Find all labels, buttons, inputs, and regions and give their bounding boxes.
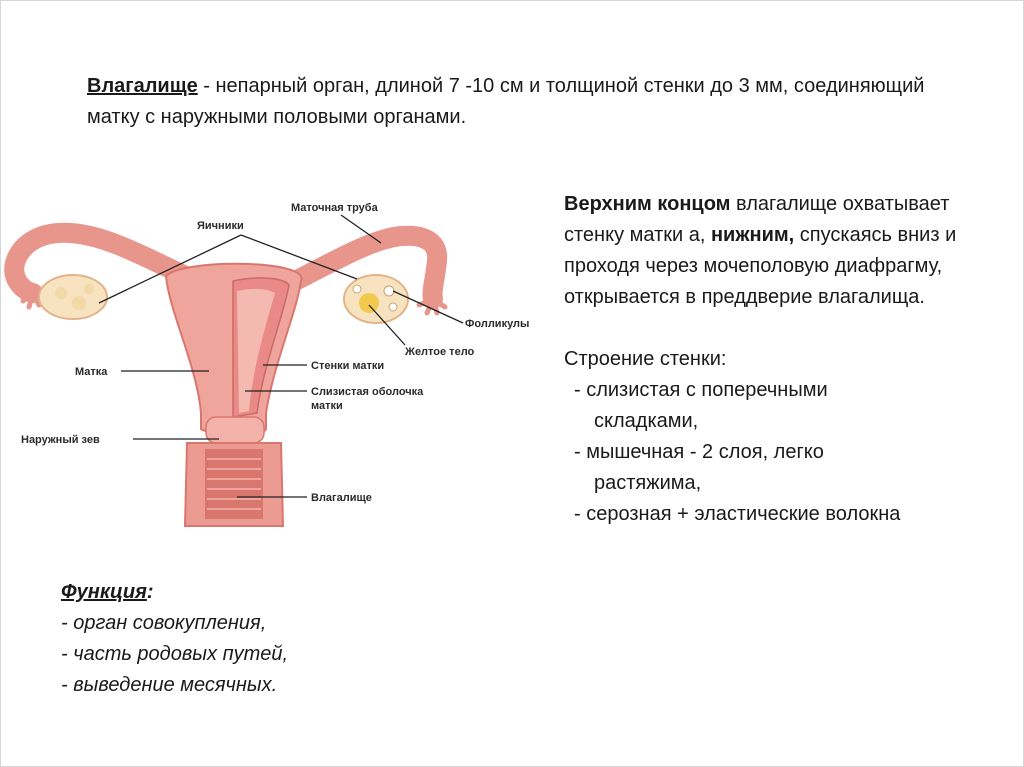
structure-item-cont: растяжима, (594, 472, 702, 494)
label-follicles: Фолликулы (465, 318, 530, 330)
label-corpus-luteum: Желтое тело (405, 346, 475, 358)
left-ovary-follicle (55, 287, 67, 299)
follicle (353, 285, 361, 293)
label-mucosa-line1: Слизистая оболочка (311, 386, 424, 398)
function-heading (61, 577, 481, 608)
function-item: - выведение месячных. (61, 674, 278, 696)
left-ovary-follicle (84, 284, 94, 294)
position-text-2: спускаясь вниз и проходя через мочеполовую диафрагму, открывается в преддверие влагалища. (564, 224, 957, 308)
label-external-os: Наружный зев (21, 434, 100, 446)
structure-item-cont: складками, (594, 410, 699, 432)
label-mucosa-line2: матки (311, 400, 343, 412)
structure-item-text: - слизистая с поперечными (574, 379, 828, 401)
label-uterus-walls: Стенки матки (311, 360, 385, 372)
spacer (564, 313, 1004, 344)
left-ovary-follicle (72, 296, 86, 310)
corpus-luteum (359, 293, 379, 313)
structure-item-text: - серозная + эластические волокна (574, 503, 901, 525)
intro-term: Влагалище (87, 75, 198, 97)
function-colon: : (146, 581, 154, 603)
anatomy-figure (1, 181, 561, 541)
left-fimbriae (19, 293, 39, 307)
label-ovaries: Яичники (197, 220, 244, 232)
intro-text: - непарный орган, длиной 7 -10 см и толщиной стенки до 3 мм, соединяющий матку с наружными половыми органами. (87, 75, 925, 128)
position-text-1: влагалище охватывает стенку матки а, (564, 193, 950, 246)
label-tube: Маточная труба (291, 202, 378, 214)
function-item: - орган совокупления, (61, 612, 267, 634)
lower-end-term: нижним, (710, 224, 795, 246)
left-ovary (39, 275, 107, 319)
upper-end-term: Верхним концом (564, 193, 731, 215)
position-paragraph (564, 189, 1004, 313)
structure-item-mucosa (564, 375, 1004, 437)
structure-item-muscular (564, 437, 1004, 499)
follicle (389, 303, 397, 311)
description-block (564, 189, 1004, 530)
intro-paragraph (87, 71, 967, 133)
label-vagina: Влагалище (311, 492, 372, 504)
structure-item-serous (564, 499, 1004, 530)
label-uterus: Матка (75, 366, 108, 378)
structure-title: Строение стенки: (564, 348, 727, 370)
function-block (61, 577, 481, 701)
function-title: Функция (61, 581, 147, 603)
structure-item-text: - мышечная - 2 слоя, легко (574, 441, 824, 463)
function-item: - часть родовых путей, (61, 643, 289, 665)
follicle (384, 286, 394, 296)
uterus-diagram (1, 181, 561, 541)
